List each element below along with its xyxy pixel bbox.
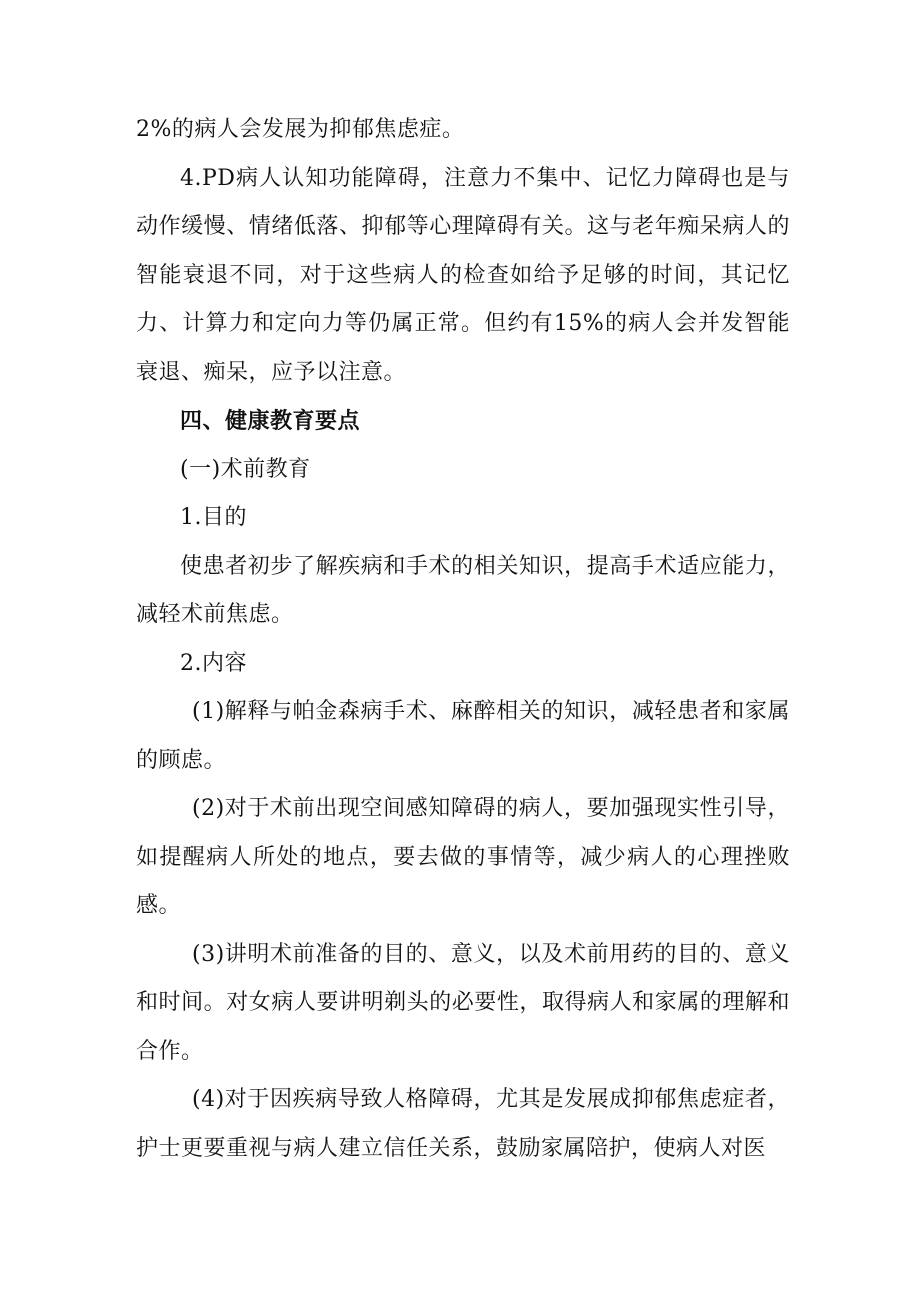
paragraph-purpose: 使患者初步了解疾病和手术的相关知识，提高手术适应能力，减轻术前焦虑。	[136, 553, 790, 627]
paragraph-cognitive-impairment: 4.PD病人认知功能障碍，注意力不集中、记忆力障碍也是与动作缓慢、情绪低落、抑郁等心理障碍有关。这与老年痴呆病人的智能衰退不同，对于这些病人的检查如给予足够的时间，其记忆力、计算力和定向力等仍属正常。但约有15%的病人会并发智能衰退、痴呆，应予以注意。	[136, 165, 790, 385]
item-heading-purpose: 1.目的	[180, 505, 247, 530]
paragraph-continuation: 2%的病人会发展为抑郁焦虑症。	[136, 117, 465, 142]
list-item-1: (1)解释与帕金森病手术、麻醉相关的知识，减轻患者和家属的顾虑。	[136, 699, 790, 773]
list-item-2: (2)对于术前出现空间感知障碍的病人，要加强现实性引导，如提醒病人所处的地点，要去做的事情等，减少病人的心理挫败感。	[136, 796, 790, 918]
list-item-3: (3)讲明术前准备的目的、意义，以及术前用药的目的、意义和时间。对女病人要讲明剃头的必要性，取得病人和家属的理解和合作。	[136, 941, 790, 1064]
item-heading-content: 2.内容	[180, 650, 247, 676]
subsection-heading-preop-education: (一)术前教育	[180, 456, 311, 482]
document-body	[136, 106, 790, 1173]
list-item-4: (4)对于因疾病导致人格障碍，尤其是发展成抑郁焦虑症者，护士更要重视与病人建立信任关系，鼓励家属陪护，使病人对医	[136, 1087, 790, 1161]
section-heading-health-education: 四、健康教育要点	[180, 408, 361, 434]
